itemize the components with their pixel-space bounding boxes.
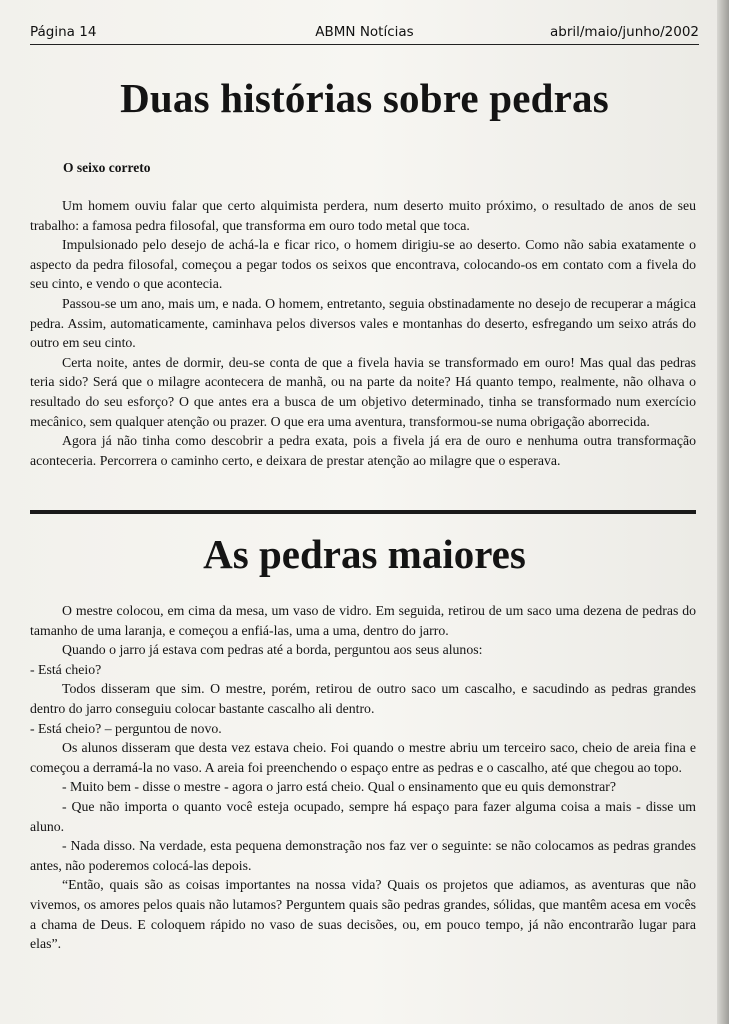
issue-date: abril/maio/junho/2002	[549, 24, 699, 40]
page-header	[30, 22, 699, 45]
article2-paragraph: Todos disseram que sim. O mestre, porém, retirou de outro saco um cascalho, e sacudindo as pedras grandes dentro do jarro conseguiu colocar bastante cascalho ali dentro.	[30, 681, 696, 716]
article2-paragraph: Quando o jarro já estava com pedras até a borda, perguntou aos seus alunos:	[62, 642, 483, 658]
page-edge-shadow	[717, 0, 729, 1024]
article1-paragraph: Certa noite, antes de dormir, deu-se conta de que a fivela havia se transformado em ouro! Mas qual das pedras teria sido? Será que o milagre acontecera de manhã, ou na parte da noite? Há quanto tempo, realmente, não olhava o resultado do seu esforço? O que antes era a busca de um objetivo determinado, tinha se transformado num exercício mecânico, sem qualquer atenção ou prazer. O que era uma aventura, transformou-se numa obrigação aborrecida.	[30, 354, 696, 429]
article1-paragraph: Passou-se um ano, mais um, e nada. O homem, entretanto, seguia obstinadamente no desejo de recuperar a mágica pedra. Assim, automaticamente, caminhava pelos diversos vales e montanhas do deserto, esfregando um seixo atrás do outro em seu cinto.	[30, 295, 696, 351]
article2-paragraph: O mestre colocou, em cima da mesa, um vaso de vidro. Em seguida, retirou de um saco uma dezena de pedras do tamanho de uma laranja, e começou a enfiá-las, uma a uma, dentro do jarro.	[30, 603, 696, 638]
article2-dialogue: - Nada disso. Na verdade, esta pequena demonstração nos faz ver o seguinte: se não colocamos as pedras grandes antes, não poderemos colocá-las depois.	[30, 838, 696, 873]
article1-body	[30, 196, 696, 470]
article2-paragraph: “Então, quais são as coisas importantes na nossa vida? Quais os projetos que adiamos, as aventuras que não vivemos, os amores pelos quais não lutamos? Perguntem quais são pedras grandes, sólidas, que mantêm acesa em vocês a chama de Deus. E coloquem rápido no vaso de suas decisões, ou, em pouco tempo, já não encontrarão lugar para elas”.	[30, 877, 696, 952]
article2-title: As pedras maiores	[203, 531, 526, 577]
article2-body	[30, 601, 696, 954]
article2-paragraph: Os alunos disseram que desta vez estava cheio. Foi quando o mestre abriu um terceiro saco, cheio de areia fina e começou a derramá-la no vaso. A areia foi preenchendo o espaço entre as pedras e o cascalho, até que chegou ao topo.	[30, 740, 696, 775]
article2-dialogue: - Que não importa o quanto você esteja ocupado, sempre há espaço para fazer alguma coisa a mais - disse um aluno.	[30, 798, 696, 834]
article1-title: Duas histórias sobre pedras	[120, 75, 609, 121]
article1-paragraph: Impulsionado pelo desejo de achá-la e ficar rico, o homem dirigiu-se ao deserto. Como não sabia exatamente o aspecto da pedra filosofal, começou a pegar todos os seixos que encontrava, colocando-os em contato com a fivela do seu cinto, e vendo o que acontecia.	[30, 237, 696, 292]
article1-paragraph: Agora já não tinha como descobrir a pedra exata, pois a fivela já era de ouro e nenhuma outra transformação aconteceria. Percorrera o caminho certo, e deixara de prestar atenção ao milagre que o esperava.	[30, 433, 696, 468]
section-divider	[30, 510, 696, 514]
article2-dialogue: - Está cheio? – perguntou de novo.	[30, 720, 222, 736]
article1-subtitle: O seixo correto	[63, 160, 151, 175]
article2-dialogue: - Está cheio?	[30, 661, 102, 677]
publication-name: ABMN Notícias	[315, 24, 414, 40]
article2-dialogue: - Muito bem - disse o mestre - agora o jarro está cheio. Qual o ensinamento que eu quis demonstrar?	[62, 779, 617, 795]
article1-paragraph: Um homem ouviu falar que certo alquimista perdera, num deserto muito próximo, o resultado de anos de seu trabalho: a famosa pedra filosofal, que transforma em ouro todo metal que toca.	[30, 198, 696, 233]
page-number: Página 14	[30, 24, 97, 40]
